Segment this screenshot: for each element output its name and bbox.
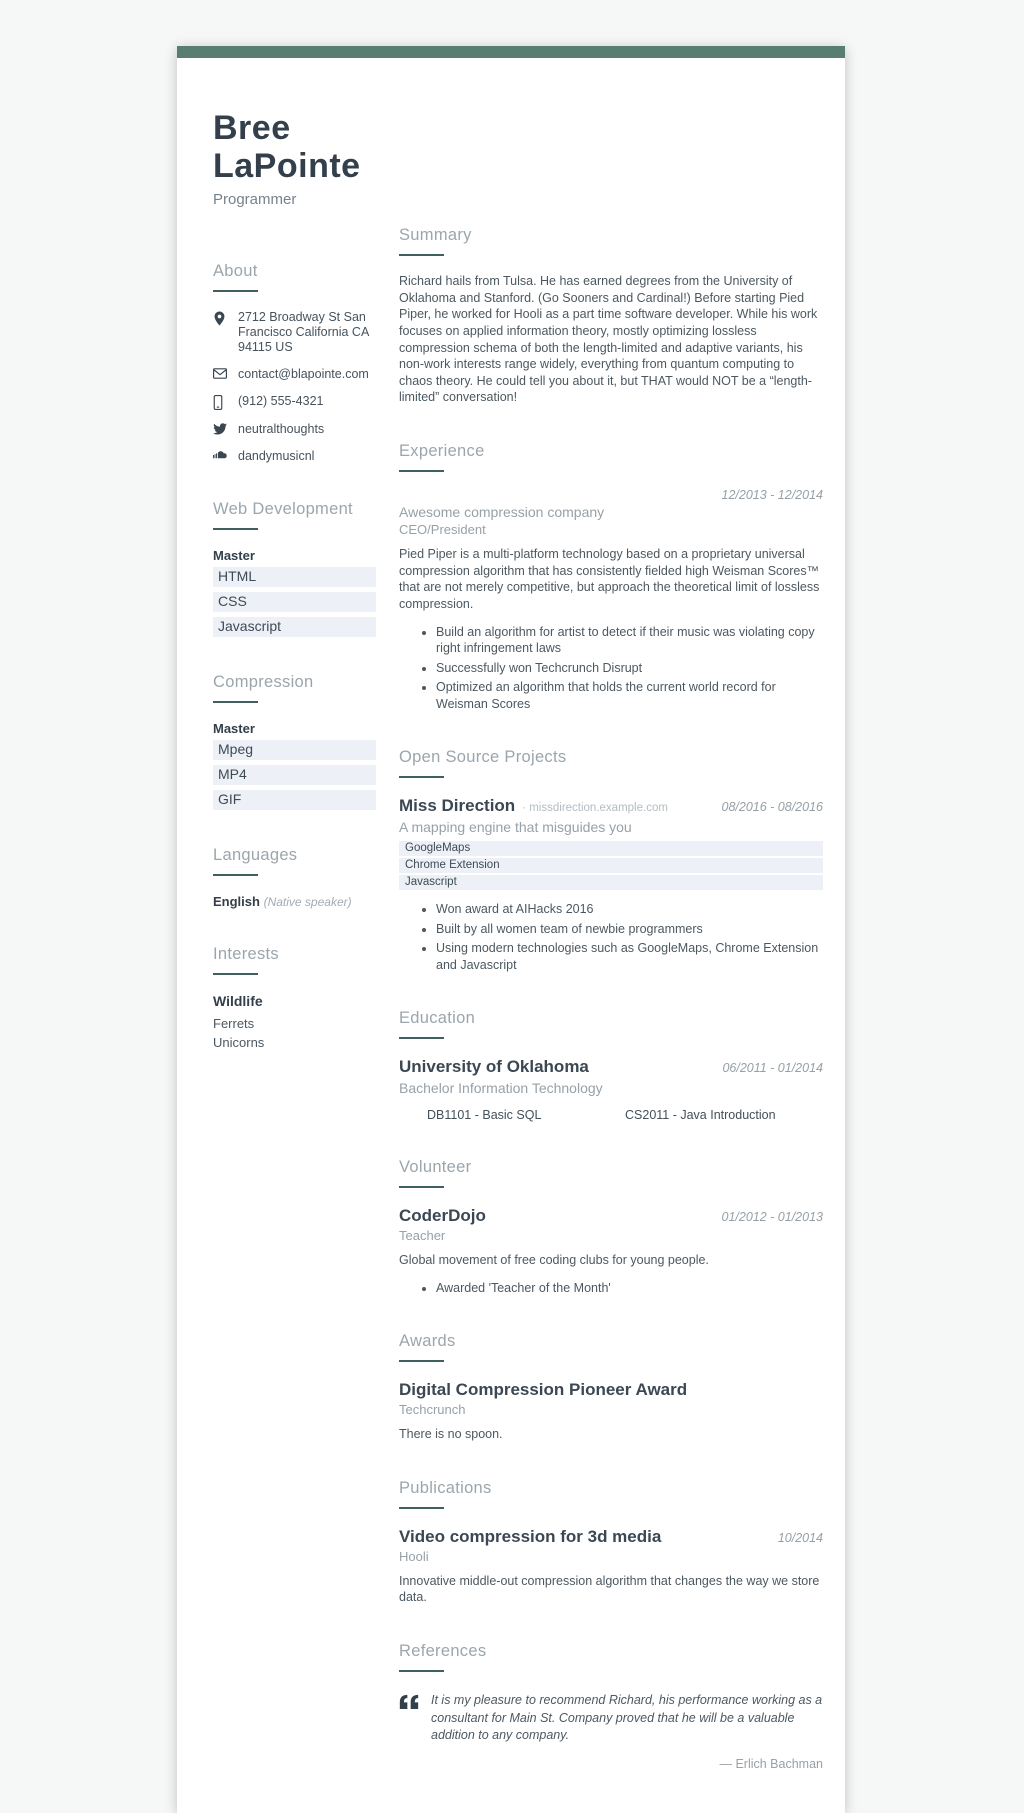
interests-heading: Interests [213, 945, 376, 975]
experience-entry [399, 488, 823, 712]
summary-heading: Summary [399, 226, 823, 256]
volunteer-heading: Volunteer [399, 1158, 823, 1188]
language-item [213, 894, 376, 909]
about-heading: About [213, 262, 376, 292]
course-item: CS2011 - Java Introduction [625, 1108, 776, 1122]
education-entry [399, 1057, 823, 1122]
skill-bar: Mpeg [213, 740, 376, 760]
section-publications [399, 1479, 823, 1606]
publication-entry [399, 1527, 823, 1606]
language-fluency: (Native speaker) [263, 895, 352, 909]
accent-top-bar [177, 46, 845, 58]
award-description: There is no spoon. [399, 1427, 503, 1442]
education-institution: University of Oklahoma [399, 1057, 589, 1076]
skill-bar: GIF [213, 790, 376, 810]
person-name: Bree LaPointe [213, 109, 361, 185]
section-compression [213, 673, 376, 810]
skill-bar: CSS [213, 592, 376, 612]
section-experience [399, 442, 823, 712]
highlight-item: • Optimized an algorithm that holds the current world record for Weisman Scores [436, 679, 823, 712]
keyword-bar: Javascript [399, 875, 823, 890]
identity-header [213, 109, 376, 226]
publication-date: 10/2014 [777, 1530, 823, 1545]
job-title: Programmer [213, 191, 297, 208]
language-name: English [213, 894, 260, 909]
volunteer-date: 01/2012 - 01/2013 [721, 1210, 823, 1224]
volunteer-description: Global movement of free coding clubs for young people. [399, 1253, 709, 1267]
section-education [399, 1009, 823, 1122]
contact-row-phone [213, 394, 376, 410]
compression-heading: Compression [213, 673, 376, 703]
summary-text: Richard hails from Tulsa. He has earned degrees from the University of Oklahoma and Stanford. (Go Sooners and Cardinal!) Before starting Pied Piper, he worked for Hooli as a part time software developer. While his work focuses on applied information theory, mostly optimizing lossless compression schema of both the length-limited and adaptive variants, his non-work interests range widely, everything from quantum computing to chaos theory. He could tell you about it, but THAT would NOT be a “length-limited” conversation! [399, 274, 818, 405]
highlight-item: • Build an algorithm for artist to detect if their music was violating copy right infringement laws [436, 624, 823, 657]
resume-page [177, 46, 845, 1813]
experience-date: 12/2013 - 12/2014 [721, 488, 823, 502]
publication-publisher: Hooli [399, 1548, 429, 1564]
skill-bar: Javascript [213, 617, 376, 637]
project-website[interactable]: · missdirection.example.com [522, 802, 668, 814]
award-awarder: Techcrunch [399, 1402, 466, 1418]
experience-heading: Experience [399, 442, 823, 472]
education-degree: Bachelor Information Technology [399, 1080, 603, 1096]
section-volunteer [399, 1158, 823, 1296]
experience-position: CEO/President [399, 522, 486, 537]
contact-row-soundcloud[interactable] [213, 449, 376, 464]
project-date: 08/2016 - 08/2016 [721, 800, 823, 814]
contact-phone: (912) 555-4321 [238, 394, 324, 408]
experience-highlights [399, 624, 823, 713]
section-web-development [213, 500, 376, 637]
interest-name: Wildlife [213, 993, 263, 1009]
section-awards [399, 1332, 823, 1443]
project-header [399, 796, 823, 816]
contact-address: 2712 Broadway St San Francisco California CA 94115 US [238, 310, 369, 354]
section-references [399, 1642, 823, 1771]
award-title: Digital Compression Pioneer Award [399, 1380, 688, 1400]
reference-quote: It is my pleasure to recommend Richard, his performance working as a consultant for Main St. Company proved that he will be a valuable addition to any company. [431, 1693, 823, 1742]
projects-heading: Open Source Projects [399, 748, 823, 778]
project-keywords [399, 841, 823, 890]
skill-bar: HTML [213, 567, 376, 587]
location-pin-icon [213, 310, 229, 355]
experience-company: Awesome compression company [399, 504, 605, 520]
contact-list [213, 310, 376, 464]
interest-keyword: Unicorns [213, 1035, 265, 1050]
contact-row-address [213, 310, 376, 355]
section-projects [399, 748, 823, 973]
education-heading: Education [399, 1009, 823, 1039]
project-name: Miss Direction · missdirection.example.com [399, 796, 668, 815]
interest-keyword: Ferrets [213, 1016, 255, 1031]
references-heading: References [399, 1642, 823, 1672]
sidebar [213, 109, 376, 1771]
skill-level-label: Master [213, 548, 255, 563]
experience-description: Pied Piper is a multi-platform technology based on a proprietary universal compression algorithm that has consistently fielded high Weisman Scores™ that are not merely competitive, but approach the theoretical limit of lossless compression. [399, 547, 820, 611]
volunteer-entry [399, 1206, 823, 1296]
section-interests [213, 945, 376, 1050]
contact-row-email[interactable] [213, 367, 376, 382]
award-header [399, 1380, 823, 1400]
section-summary [399, 226, 823, 406]
highlight-item: • Successfully won Techcrunch Disrupt [436, 660, 823, 677]
soundcloud-icon [213, 449, 229, 464]
publication-title: Video compression for 3d media [399, 1526, 662, 1546]
highlight-item: • Won award at AIHacks 2016 [436, 901, 823, 918]
languages-heading: Languages [213, 846, 376, 876]
page-content [177, 58, 845, 1813]
course-item: DB1101 - Basic SQL [427, 1108, 542, 1122]
education-header [399, 1057, 823, 1077]
publication-header [399, 1527, 823, 1547]
contact-email[interactable]: contact@blapointe.com [238, 367, 369, 381]
publication-description: Innovative middle-out compression algorithm that changes the way we store data. [399, 1573, 820, 1605]
keyword-bar: GoogleMaps [399, 841, 823, 856]
contact-row-twitter[interactable] [213, 422, 376, 437]
course-list [399, 1108, 823, 1122]
project-description: A mapping engine that misguides you [399, 819, 632, 835]
volunteer-highlights [399, 1280, 823, 1297]
keyword-bar: Chrome Extension [399, 858, 823, 873]
volunteer-organization: CoderDojo [399, 1206, 486, 1225]
volunteer-position: Teacher [399, 1228, 446, 1243]
publications-heading: Publications [399, 1479, 823, 1509]
envelope-icon [213, 367, 229, 382]
award-entry [399, 1380, 823, 1443]
project-highlights [399, 901, 823, 973]
reference-name: — Erlich Bachman [719, 1756, 823, 1771]
project-entry [399, 796, 823, 973]
twitter-icon [213, 422, 229, 437]
section-languages [213, 846, 376, 909]
highlight-item: • Built by all women team of newbie programmers [436, 921, 823, 938]
skill-bar: MP4 [213, 765, 376, 785]
contact-twitter[interactable]: neutralthoughts [238, 422, 325, 436]
reference-entry [399, 1692, 823, 1771]
highlight-item: • Awarded 'Teacher of the Month' [436, 1280, 823, 1297]
reference-quote-row [399, 1692, 823, 1745]
awards-heading: Awards [399, 1332, 823, 1362]
contact-soundcloud[interactable]: dandymusicnl [238, 449, 315, 463]
quote-icon [399, 1692, 426, 1745]
volunteer-header [399, 1206, 823, 1226]
highlight-item: • Using modern technologies such as GoogleMaps, Chrome Extension and Javascript [436, 940, 823, 973]
education-date: 06/2011 - 01/2014 [722, 1061, 823, 1075]
web-development-heading: Web Development [213, 500, 376, 530]
section-about [213, 262, 376, 464]
main-column [399, 109, 823, 1771]
skill-level-label: Master [213, 721, 255, 736]
mobile-phone-icon [213, 394, 229, 410]
